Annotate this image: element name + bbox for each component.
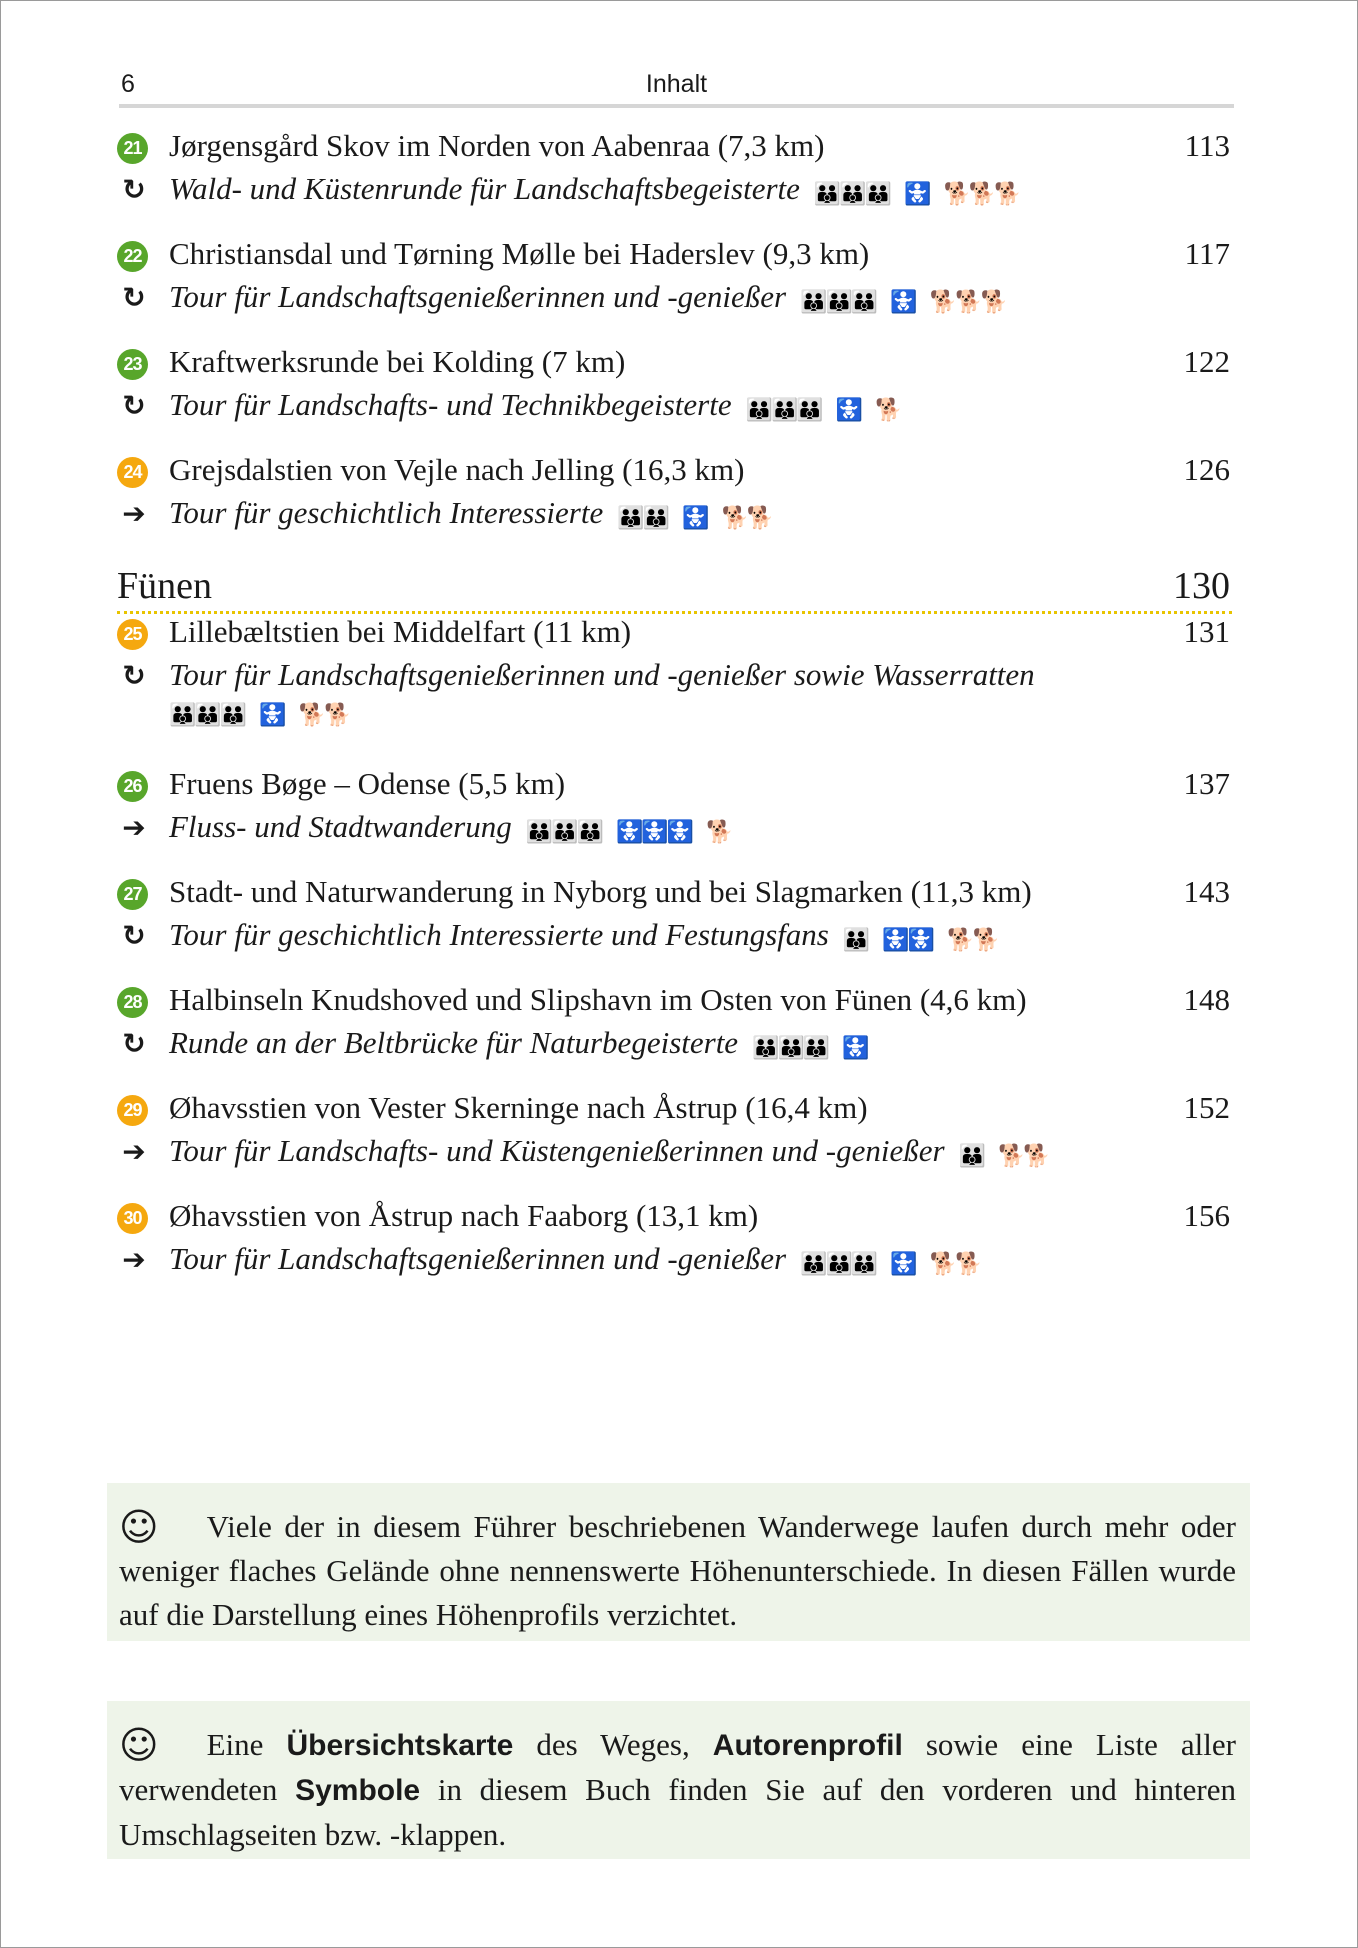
tour-number-badge: 22 (117, 241, 148, 272)
tour-description-text: Tour für geschichtlich Interessierte (169, 495, 604, 530)
family-icon: 👪 (576, 820, 602, 845)
page-number: 6 (121, 70, 135, 98)
bold-term: Übersichtskarte (286, 1729, 514, 1762)
tour-list-fuenen (117, 614, 1232, 1306)
family-icon: 👪 (800, 1252, 826, 1277)
info-text-part: in diesem Buch finden Sie auf den vorderen und hinteren Umschlagseiten bzw. -klappen. (119, 1772, 1236, 1852)
tour-number-badge: 25 (117, 619, 148, 650)
tour-description (169, 809, 732, 847)
dog-icon: 🐕 (972, 928, 998, 953)
family-icon: 👪 (169, 703, 195, 728)
suitability-icons-line (169, 703, 349, 728)
toc-entry (117, 1090, 1232, 1198)
tour-description (169, 279, 1006, 317)
pram-icon: 🚼 (882, 928, 908, 953)
dog-icon: 🐕 (1023, 1144, 1049, 1169)
family-icon: 👪 (617, 506, 643, 531)
tour-description-text: Fluss- und Stadtwanderung (169, 809, 512, 844)
toc-entry (117, 874, 1232, 982)
toc-entry (117, 344, 1232, 452)
tour-description (169, 1025, 868, 1063)
family-icon: 👪 (796, 398, 822, 423)
tour-number-badge: 24 (117, 457, 148, 488)
family-icon: 👪 (219, 703, 246, 728)
info-box-elevation (107, 1483, 1250, 1641)
dog-icon: 🐕 (947, 928, 973, 953)
info-text-part: Eine (206, 1727, 287, 1762)
suitability-icons (752, 1027, 868, 1063)
tour-page-number: 131 (1183, 614, 1230, 649)
loop-arrow-icon: ↻ (122, 1027, 146, 1060)
tour-description-text: Wald- und Küstenrunde für Landschaftsbegeisterte (169, 171, 800, 206)
family-icon: 👪 (864, 182, 891, 207)
dog-icon: 🐕 (929, 1252, 956, 1277)
section-page-number: 130 (1173, 565, 1230, 607)
tour-page-number: 113 (1184, 128, 1230, 163)
tour-description (169, 1241, 981, 1279)
dog-icon: 🐕 (980, 290, 1006, 315)
bold-term: Symbole (295, 1774, 421, 1807)
tour-page-number: 152 (1183, 1090, 1230, 1125)
pram-icon: 🚼 (890, 1252, 916, 1277)
dog-icon: 🐕 (968, 182, 995, 207)
pram-icon: 🚼 (842, 1036, 868, 1061)
tour-title: Christiansdal und Tørning Mølle bei Haderslev (9,3 km) (169, 236, 870, 271)
suitability-icons (169, 703, 349, 728)
tour-page-number: 137 (1183, 766, 1230, 801)
right-arrow-icon: ➔ (122, 811, 146, 844)
family-icon: 👪 (813, 182, 840, 207)
running-title: Inhalt (645, 70, 708, 98)
tour-title: Kraftwerksrunde bei Kolding (7 km) (169, 344, 626, 379)
tour-list-south (117, 128, 1232, 560)
right-arrow-icon: ➔ (122, 1135, 146, 1168)
family-icon: 👪 (842, 928, 869, 953)
loop-arrow-icon: ↻ (122, 281, 146, 314)
section-heading (117, 564, 1232, 614)
tour-number-badge: 28 (117, 987, 148, 1018)
suitability-icons (843, 919, 998, 955)
family-icon: 👪 (525, 820, 552, 845)
tour-page-number: 122 (1183, 344, 1230, 379)
tour-description (169, 495, 772, 533)
tour-number-badge: 27 (117, 879, 148, 910)
tour-description-text: Tour für Landschafts- und Küstengenießerinnen und -genießer (169, 1133, 945, 1168)
suitability-icons (617, 497, 772, 533)
tour-description-text: Tour für Landschaftsgenießerinnen und -genießer (169, 279, 787, 314)
toc-entry (117, 982, 1232, 1090)
family-icon: 👪 (642, 506, 669, 531)
right-arrow-icon: ➔ (122, 1243, 146, 1276)
dog-icon: 🐕 (955, 290, 981, 315)
toc-entry (117, 1198, 1232, 1306)
pram-icon: 🚼 (641, 820, 667, 845)
tour-description-text: Tour für Landschaftsgenießerinnen und -genießer sowie Wasserratten (169, 657, 1035, 692)
toc-entry (117, 614, 1232, 766)
loop-arrow-icon: ↻ (122, 659, 146, 692)
family-icon: 👪 (745, 398, 772, 423)
pram-icon: 🚼 (890, 290, 916, 315)
pram-icon: 🚼 (907, 928, 934, 953)
tour-description-text: Tour für Landschafts- und Technikbegeisterte (169, 387, 732, 422)
suitability-icons (746, 389, 901, 425)
dog-icon: 🐕 (721, 506, 747, 531)
tour-number-badge: 21 (117, 133, 148, 164)
toc-entry (117, 766, 1232, 874)
tour-title: Halbinseln Knudshoved und Slipshavn im Osten von Fünen (4,6 km) (169, 982, 1027, 1017)
tour-description (169, 917, 998, 955)
section-title: Fünen (117, 565, 212, 607)
smiley-icon: ☺ (119, 1505, 159, 1549)
family-icon: 👪 (771, 398, 797, 423)
dog-icon: 🐕 (324, 703, 350, 728)
dog-icon: 🐕 (955, 1252, 981, 1277)
tour-number-badge: 29 (117, 1095, 148, 1126)
loop-arrow-icon: ↻ (122, 173, 146, 206)
loop-arrow-icon: ↻ (122, 919, 146, 952)
pram-icon: 🚼 (259, 703, 285, 728)
info-box-symbols (107, 1701, 1250, 1859)
dog-icon: 🐕 (997, 1144, 1024, 1169)
toc-entry (117, 236, 1232, 344)
tour-page-number: 126 (1183, 452, 1230, 487)
family-icon: 👪 (194, 703, 220, 728)
family-icon: 👪 (958, 1144, 984, 1169)
tour-title: Jørgensgård Skov im Norden von Aabenraa (7,3 km) (169, 128, 825, 163)
family-icon: 👪 (777, 1036, 803, 1061)
family-icon: 👪 (850, 1252, 877, 1277)
toc-entry (117, 128, 1232, 236)
tour-number-badge: 30 (117, 1203, 148, 1234)
family-icon: 👪 (752, 1036, 778, 1061)
pram-icon: 🚼 (682, 506, 708, 531)
tour-description (169, 387, 901, 425)
loop-arrow-icon: ↻ (122, 389, 146, 422)
tour-description (169, 171, 1020, 209)
tour-title: Grejsdalstien von Vejle nach Jelling (16,3 km) (169, 452, 745, 487)
tour-title: Fruens Bøge – Odense (5,5 km) (169, 766, 566, 801)
tour-description-text: Runde an der Beltbrücke für Naturbegeisterte (169, 1025, 739, 1060)
suitability-icons (800, 281, 1006, 317)
info-text-part: sowie eine Liste aller verwendeten (119, 1727, 1236, 1807)
dog-icon: 🐕 (994, 182, 1020, 207)
tour-number-badge: 23 (117, 349, 148, 380)
smiley-icon: ☺ (119, 1723, 159, 1767)
family-icon: 👪 (825, 1252, 851, 1277)
tour-title: Stadt- und Naturwanderung in Nyborg und bei Slagmarken (11,3 km) (169, 874, 1032, 909)
dog-icon: 🐕 (943, 182, 969, 207)
right-arrow-icon: ➔ (122, 497, 146, 530)
pram-icon: 🚼 (904, 182, 930, 207)
suitability-icons (959, 1135, 1049, 1171)
tour-title: Øhavsstien von Åstrup nach Faaborg (13,1 km) (169, 1198, 759, 1233)
family-icon: 👪 (800, 290, 826, 315)
suitability-icons (526, 811, 732, 847)
pram-icon: 🚼 (835, 398, 862, 423)
running-header (119, 68, 1234, 108)
dog-icon: 🐕 (298, 703, 325, 728)
tour-page-number: 117 (1184, 236, 1230, 271)
tour-description (169, 657, 1035, 693)
pram-icon: 🚼 (666, 820, 693, 845)
info-text: Viele der in diesem Führer beschriebenen Wanderwege laufen durch mehr oder weniger flaches Gelände ohne nennenswerte Höhenunterschiede. In diesen Fällen wurde auf die Darstellung eines Höhenprofils verzichtet. (119, 1509, 1236, 1632)
tour-page-number: 148 (1183, 982, 1230, 1017)
family-icon: 👪 (839, 182, 865, 207)
suitability-icons (814, 173, 1020, 209)
toc-entry (117, 452, 1232, 560)
tour-page-number: 143 (1183, 874, 1230, 909)
dog-icon: 🐕 (746, 506, 773, 531)
family-icon: 👪 (802, 1036, 829, 1061)
bold-term: Autorenprofil (712, 1729, 903, 1762)
tour-page-number: 156 (1183, 1198, 1230, 1233)
family-icon: 👪 (850, 290, 877, 315)
family-icon: 👪 (551, 820, 577, 845)
tour-description-text: Tour für Landschaftsgenießerinnen und -genießer (169, 1241, 787, 1276)
family-icon: 👪 (825, 290, 851, 315)
tour-number-badge: 26 (117, 771, 148, 802)
dog-icon: 🐕 (875, 398, 901, 423)
pram-icon: 🚼 (615, 820, 642, 845)
tour-title: Øhavsstien von Vester Skerninge nach Åstrup (16,4 km) (169, 1090, 868, 1125)
table-of-contents (117, 128, 1232, 1306)
tour-title: Lillebæltstien bei Middelfart (11 km) (169, 614, 632, 649)
dog-icon: 🐕 (706, 820, 732, 845)
info-text-part: des Weges, (513, 1727, 713, 1762)
dog-icon: 🐕 (929, 290, 956, 315)
suitability-icons (800, 1243, 980, 1279)
tour-description-text: Tour für geschichtlich Interessierte und Festungsfans (169, 917, 829, 952)
tour-description (169, 1133, 1049, 1171)
